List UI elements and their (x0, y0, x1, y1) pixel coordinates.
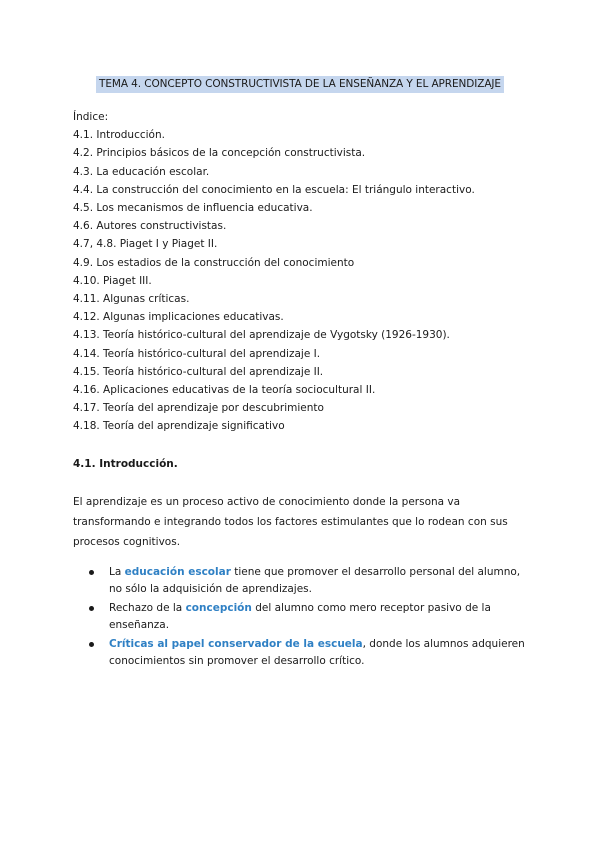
index-item: 4.4. La construcción del conocimiento en la escuela: El triángulo interactivo. (73, 183, 475, 196)
index-item: 4.15. Teoría histórico-cultural del aprendizaje II. (73, 365, 324, 378)
title-row (0, 72, 600, 93)
index-item: 4.18. Teoría del aprendizaje significativo (73, 420, 285, 433)
index-item: 4.13. Teoría histórico-cultural del aprendizaje de Vygotsky (1926-1930). (73, 329, 450, 342)
index-item: 4.1. Introducción. (73, 129, 165, 142)
index-item: 4.11. Algunas críticas. (73, 293, 190, 306)
highlighted-term: concepción (185, 602, 252, 614)
bullet-text-post: tiene que promover el desarrollo personal del alumno, no sólo la adquisición de aprendizajes. (109, 566, 521, 595)
bullet-dot-icon (89, 606, 94, 611)
bullet-dot-icon (89, 642, 94, 647)
highlighted-term: educación escolar (124, 566, 231, 578)
bullet-list (86, 564, 536, 672)
list-item (86, 636, 536, 670)
index-item: 4.2. Principios básicos de la concepción constructivista. (73, 147, 366, 160)
list-item (86, 564, 536, 598)
table-of-contents (73, 108, 543, 436)
index-item: 4.16. Aplicaciones educativas de la teoría sociocultural II. (73, 384, 376, 397)
index-item: 4.17. Teoría del aprendizaje por descubrimiento (73, 402, 324, 415)
document-title[interactable]: TEMA 4. CONCEPTO CONSTRUCTIVISTA DE LA ENSEÑANZA Y EL APRENDIZAJE (96, 76, 504, 93)
index-item: 4.3. La educación escolar. (73, 165, 210, 178)
index-item: 4.5. Los mecanismos de influencia educativa. (73, 202, 313, 215)
index-item: 4.12. Algunas implicaciones educativas. (73, 311, 284, 324)
bullet-dot-icon (89, 570, 94, 575)
index-item: 4.9. Los estadios de la construcción del conocimiento (73, 256, 355, 269)
index-heading: Índice: (73, 111, 109, 123)
index-item: 4.6. Autores constructivistas. (73, 220, 227, 233)
index-item: 4.7, 4.8. Piaget I y Piaget II. (73, 238, 218, 251)
bullet-text-pre: La (109, 566, 125, 578)
bullet-text-pre: Rechazo de la (109, 602, 186, 614)
bullet-text-post: del alumno como mero receptor pasivo de la enseñanza. (109, 602, 491, 631)
highlighted-term: Críticas al papel conservador de la escuela (109, 638, 363, 650)
bullet-text-post: , donde los alumnos adquieren conocimientos sin promover el desarrollo crítico. (109, 638, 525, 667)
intro-paragraph: El aprendizaje es un proceso activo de conocimiento donde la persona va transformando e integrando todos los factores estimulantes que lo rodean con sus procesos cognitivos. (73, 496, 508, 548)
list-item (86, 600, 536, 634)
index-item: 4.14. Teoría histórico-cultural del aprendizaje I. (73, 347, 321, 360)
section-heading: 4.1. Introducción. (73, 458, 178, 470)
index-item: 4.10. Piaget III. (73, 274, 152, 287)
